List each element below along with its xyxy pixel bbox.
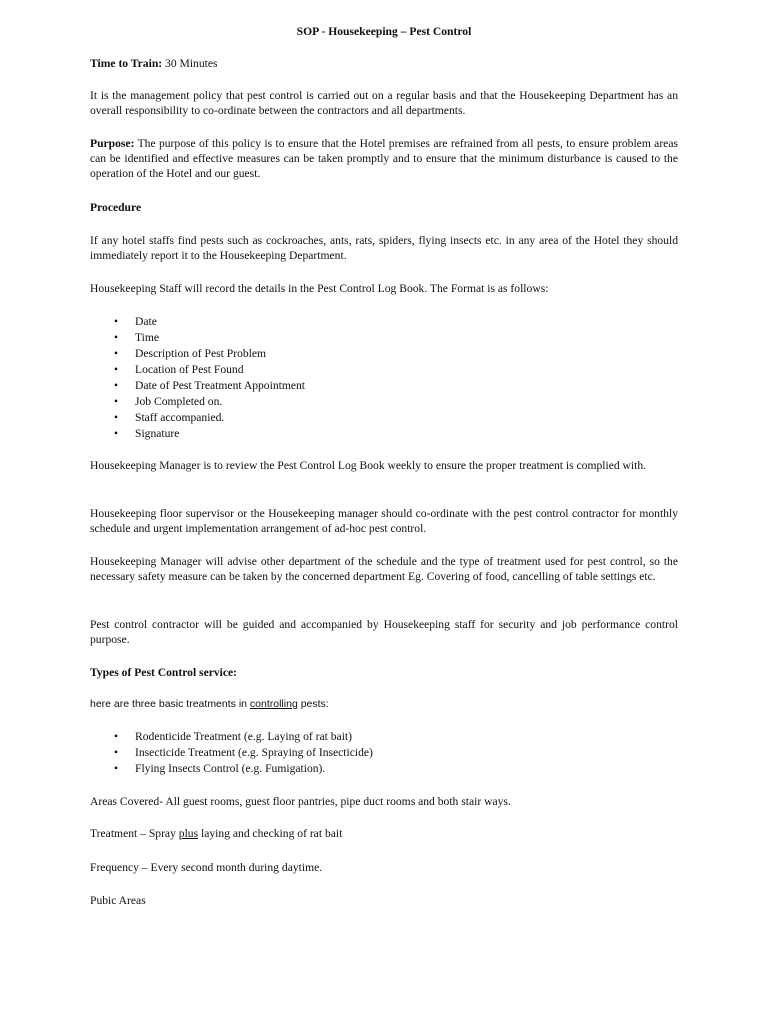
types-intro-after: pests: — [297, 698, 329, 710]
frequency-line: Frequency – Every second month during daytime. — [90, 861, 323, 874]
bullet-icon: • — [114, 331, 119, 344]
list-item — [90, 410, 305, 426]
log-book-fields-list — [90, 314, 305, 442]
procedure-log-paragraph: Housekeeping Staff will record the details in the Pest Control Log Book. The Format is as follows: — [90, 282, 549, 295]
treatment-line — [90, 826, 678, 841]
purpose-text: The purpose of this policy is to ensure that the Hotel premises are refrained from all pests, to ensure problem areas can be identified and effective measures can be taken promptly and to ensure that the minimum disturbance is caused to the operation of the Hotel and our guest. — [90, 137, 678, 180]
bullet-icon: • — [114, 315, 119, 328]
procedure-report-paragraph: If any hotel staffs find pests such as cockroaches, ants, rats, spiders, flying insects etc. in any area of the Hotel they should immediately report it to the Housekeeping Department. — [90, 234, 678, 262]
list-item — [90, 346, 305, 362]
list-item-text: Date — [135, 315, 157, 328]
bullet-icon: • — [114, 411, 119, 424]
list-item-text: Location of Pest Found — [135, 363, 244, 376]
types-intro-before: here are three basic treatments in — [90, 698, 250, 710]
bullet-icon: • — [114, 347, 119, 360]
list-item — [90, 745, 373, 761]
supervisor-paragraph: Housekeeping floor supervisor or the Housekeeping manager should co-ordinate with the pest control contractor for monthly schedule and urgent implementation arrangement of ad-hoc pest control. — [90, 507, 678, 535]
list-item-text: Signature — [135, 427, 180, 440]
contractor-paragraph: Pest control contractor will be guided and accompanied by Housekeeping staff for security and job performance control purpose. — [90, 618, 678, 646]
purpose-label: Purpose: — [90, 137, 135, 150]
bullet-icon: • — [114, 395, 119, 408]
treatments-list — [90, 729, 373, 777]
types-intro-underlined: controlling — [249, 698, 298, 710]
time-to-train-value: 30 Minutes — [162, 57, 218, 70]
list-item-text: Job Completed on. — [135, 395, 223, 408]
types-intro — [90, 697, 678, 712]
list-item-text: Rodenticide Treatment (e.g. Laying of rat bait) — [135, 730, 353, 743]
list-item — [90, 378, 305, 394]
procedure-heading: Procedure — [90, 201, 142, 214]
bullet-icon: • — [114, 746, 119, 759]
purpose-paragraph — [90, 136, 678, 181]
list-item — [90, 314, 305, 330]
pubic-areas-line: Pubic Areas — [90, 894, 146, 907]
areas-covered-line: Areas Covered- All guest rooms, guest floor pantries, pipe duct rooms and both stair ways. — [90, 795, 511, 808]
list-item-text: Description of Pest Problem — [135, 347, 267, 360]
list-item — [90, 761, 373, 777]
list-item — [90, 426, 305, 442]
treatment-before: Treatment – Spray — [90, 827, 179, 840]
types-heading: Types of Pest Control service: — [90, 666, 238, 679]
treatment-underlined: plus — [178, 827, 199, 840]
manager-review-paragraph: Housekeeping Manager is to review the Pest Control Log Book weekly to ensure the proper treatment is complied with. — [90, 459, 647, 472]
bullet-icon: • — [114, 427, 119, 440]
list-item — [90, 729, 373, 745]
advise-paragraph: Housekeeping Manager will advise other department of the schedule and the type of treatment used for pest control, so the necessary safety measure can be taken by the concerned department Eg. Covering of food, cancelling of table settings etc. — [90, 555, 678, 583]
list-item-text: Date of Pest Treatment Appointment — [135, 379, 306, 392]
list-item-text: Flying Insects Control (e.g. Fumigation). — [135, 762, 326, 775]
list-item — [90, 330, 305, 346]
bullet-icon: • — [114, 762, 119, 775]
list-item — [90, 362, 305, 378]
time-to-train-label: Time to Train: — [90, 57, 163, 70]
bullet-icon: • — [114, 363, 119, 376]
list-item — [90, 394, 305, 410]
policy-paragraph: It is the management policy that pest control is carried out on a regular basis and that the Housekeeping Department has an overall responsibility to co-ordinate between the contractors and all departments. — [90, 89, 678, 117]
time-to-train — [90, 56, 678, 71]
list-item-text: Staff accompanied. — [135, 411, 225, 424]
bullet-icon: • — [114, 379, 119, 392]
list-item-text: Insecticide Treatment (e.g. Spraying of Insecticide) — [135, 746, 373, 759]
bullet-icon: • — [114, 730, 119, 743]
treatment-after: laying and checking of rat bait — [198, 827, 343, 840]
document-title: SOP - Housekeeping – Pest Control — [296, 25, 472, 38]
list-item-text: Time — [135, 331, 160, 344]
